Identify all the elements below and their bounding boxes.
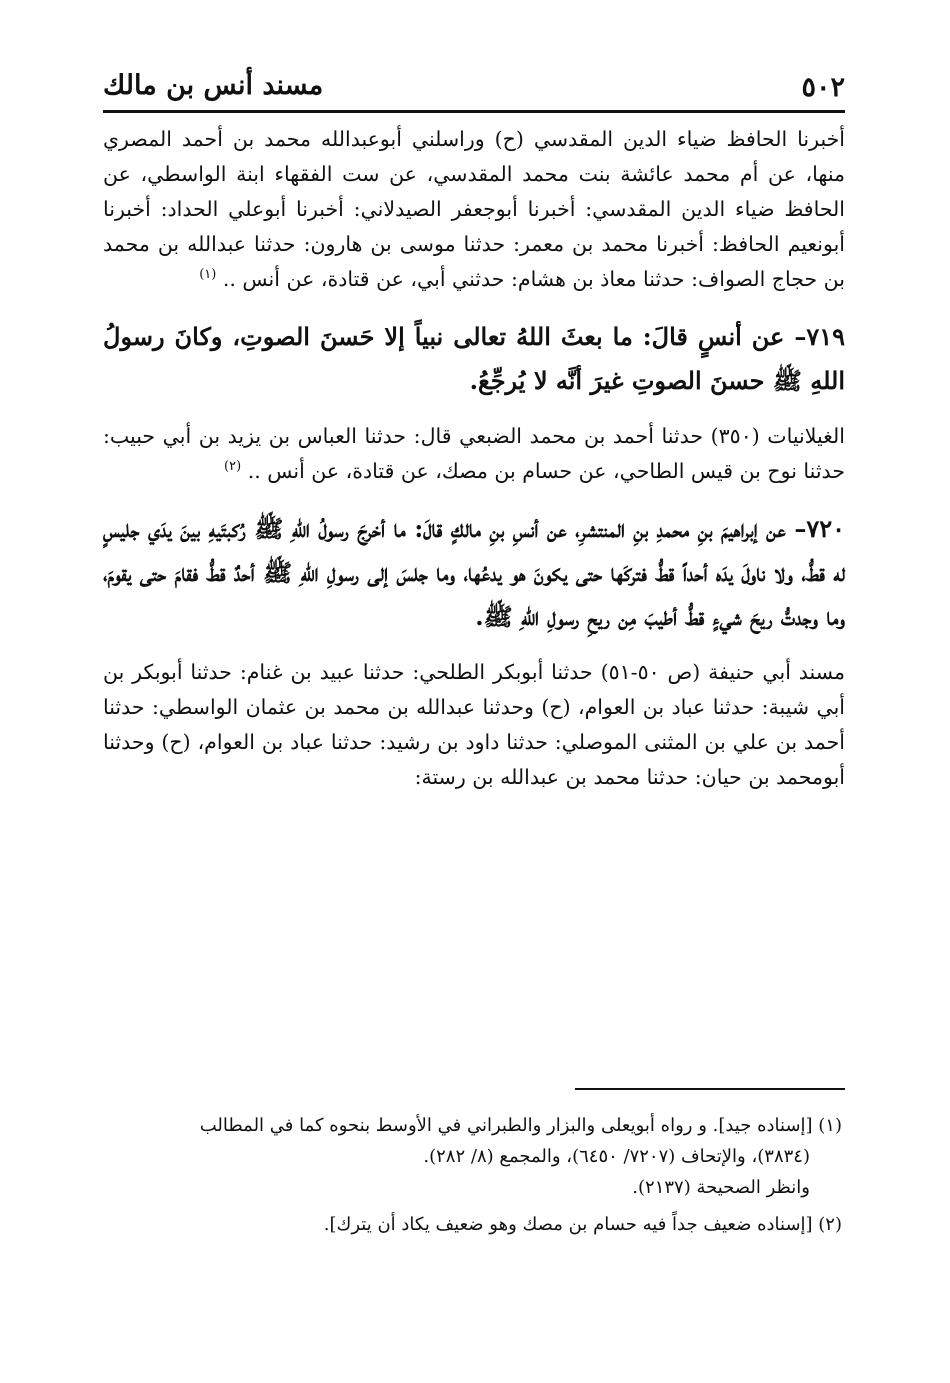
page-number: ٥٠٢ bbox=[801, 72, 845, 103]
hadith-720: ٧٢٠– عن إبراهيمَ بنِ محمدِ بنِ المنتشرِ، عن أنسِ بنِ مالكٍ قالَ: ما أخرجَ رسولُ اللهِ ﷺ رُكبتَيهِ بينَ يدَي جليسٍ له قطُّ، ولا ناولَ يدَه أحداً قطُّ فتركَها حتى يكونَ هو يدعُها، وما جلسَ إلى رسولِ اللهِ ﷺ أحدٌ قطُّ فقامَ حتى يقومَ، وما وجدتُّ ريحَ شيءٍ قطُّ أطيبَ مِن ريحِ رسولِ اللهِ ﷺ. bbox=[103, 514, 845, 631]
isnad-paragraph-1 bbox=[103, 122, 845, 297]
footnote-2-line-1: (٢) [إسناده ضعيف جداً فيه حسام بن مصك وهو ضعيف يكاد أن يترك]. bbox=[323, 1214, 842, 1235]
isnad-paragraph-3: مسند أبي حنيفة (ص ٥٠-٥١) حدثنا أبوبكر الطلحي: حدثنا عبيد بن غنام: حدثنا أبوبكر بن أبي شيبة: حدثنا عباد بن العوام، (ح) وحدثنا عبدالله بن محمد بن عثمان الواسطي: حدثنا أحمد بن علي بن المثنى الموصلي: حدثنا داود بن رشيد: حدثنا عباد بن العوام، (ح) وحدثنا أبومحمد بن حيان: حدثنا محمد بن عبدالله بن رستة: bbox=[103, 660, 845, 789]
isnad-text-2: الغيلانيات (٣٥٠) حدثنا أحمد بن محمد الضبعي قال: حدثنا العباس بن يزيد بن أبي حبيب: حدثنا نوح بن قيس الطاحي، عن حسام بن مصك، عن قتادة، عن أنس .. bbox=[103, 424, 845, 483]
footnote-ref-1[interactable]: (١) bbox=[199, 267, 217, 283]
hadith-719: ٧١٩– عن أنسٍ قالَ: ما بعثَ اللهُ تعالى نبياً إلا حَسنَ الصوتِ، وكانَ رسولُ اللهِ ﷺ حسنَ الصوتِ غيرَ أنَّه لا يُرجِّعُ. bbox=[103, 322, 845, 395]
main-text bbox=[103, 122, 845, 813]
isnad-text-1: أخبرنا الحافظ ضياء الدين المقدسي (ح) وراسلني أبوعبدالله محمد بن أحمد المصري منها، عن أم محمد عائشة بنت محمد المقدسي، عن ست الفقهاء ابنة الواسطي، عن الحافظ ضياء الدين المقدسي: أخبرنا أبوجعفر الصيدلاني: أخبرنا أبوعلي الحداد: أخبرنا أبونعيم الحافظ: أخبرنا محمد بن معمر: حدثنا موسى بن هارون: حدثنا عبدالله بن محمد بن حجاج الصواف: حدثنا معاذ بن هشام: حدثني أبي، عن قتادة، عن أنس .. bbox=[103, 127, 845, 291]
page-header bbox=[103, 68, 845, 108]
footnotes bbox=[103, 1110, 842, 1246]
footnote-2 bbox=[103, 1209, 842, 1240]
footnote-1-line-1: (١) [إسناده جيد]. و رواه أبويعلى والبزار والطبراني في الأوسط بنحوه كما في المطالب bbox=[199, 1115, 842, 1136]
isnad-paragraph-2 bbox=[103, 419, 845, 489]
footnote-ref-2[interactable]: (٢) bbox=[224, 459, 242, 475]
footnote-1 bbox=[103, 1110, 842, 1203]
footnote-1-line-2: (٣٨٣٤)، والإتحاف (٧٢٠٧/ ٦٤٥٠)، والمجمع (٨/ ٢٨٢). bbox=[423, 1146, 810, 1167]
running-title: مسند أنس بن مالك bbox=[103, 70, 324, 101]
footnote-1-line-3: وانظر الصحيحة (٢١٣٧). bbox=[632, 1177, 810, 1198]
header-divider bbox=[103, 110, 845, 113]
footnote-divider bbox=[575, 1088, 845, 1090]
